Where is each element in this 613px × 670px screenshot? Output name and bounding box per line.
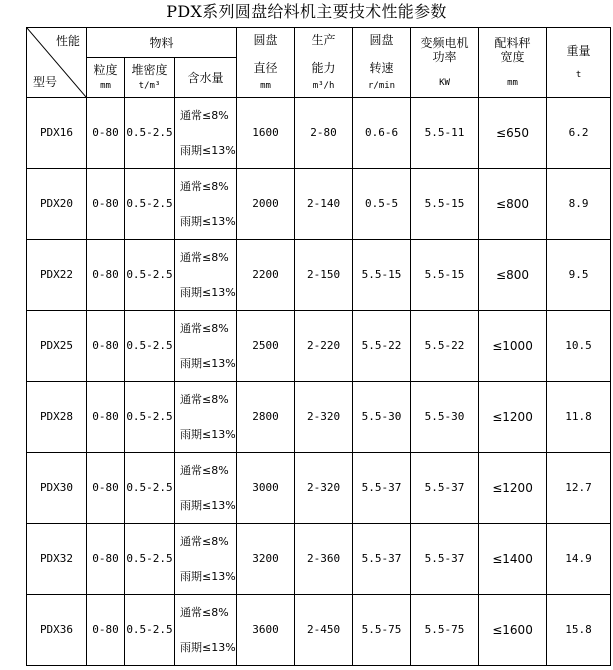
- water-cell: [175, 382, 237, 453]
- power-cell: 5.5-75: [411, 595, 479, 666]
- water-normal: 通常≤8%: [180, 109, 229, 122]
- material-header: 物料: [87, 28, 237, 58]
- water-normal: 通常≤8%: [180, 535, 229, 548]
- weight-cell: 14.9: [547, 524, 611, 595]
- power-cell: 5.5-11: [411, 98, 479, 169]
- grain-cell: 0-80: [87, 524, 125, 595]
- diameter-cell: 2800: [237, 382, 295, 453]
- grain-cell: 0-80: [87, 382, 125, 453]
- page-title: PDX系列圆盘给料机主要技术性能参数: [166, 2, 447, 21]
- scale-l1: 配料秤: [494, 35, 531, 50]
- table-row: [27, 98, 611, 169]
- water-content-header: 含水量: [175, 58, 237, 98]
- capacity-cell: 2-320: [295, 453, 353, 524]
- scale-unit: mm: [507, 77, 518, 88]
- water-normal: 通常≤8%: [180, 322, 229, 335]
- speed-cell: 5.5-37: [353, 524, 411, 595]
- model-cell: PDX32: [27, 524, 87, 595]
- weight-cell: 9.5: [547, 240, 611, 311]
- water-rain: 雨期≤13%: [180, 286, 236, 299]
- speed-l2: 转速: [369, 60, 394, 75]
- weight-unit: t: [575, 69, 582, 80]
- corner-top-label: 性能: [55, 34, 80, 48]
- water-normal: 通常≤8%: [180, 393, 229, 406]
- speed-cell: 0.6-6: [353, 98, 411, 169]
- density-cell: 0.5-2.5: [125, 240, 175, 311]
- motor-l2: 功率: [432, 49, 457, 64]
- density-cell: 0.5-2.5: [125, 524, 175, 595]
- weight-label: 重量: [566, 43, 591, 58]
- water-rain: 雨期≤13%: [180, 215, 236, 228]
- motor-unit: KW: [439, 77, 450, 88]
- scale-cell: ≤1400: [479, 524, 547, 595]
- corner-header: [27, 28, 87, 98]
- speed-cell: 5.5-22: [353, 311, 411, 382]
- grain-cell: 0-80: [87, 169, 125, 240]
- table-row: [27, 169, 611, 240]
- spec-table: [26, 27, 611, 666]
- water-normal: 通常≤8%: [180, 464, 229, 477]
- density-cell: 0.5-2.5: [125, 311, 175, 382]
- capacity-l2: 能力: [311, 60, 336, 75]
- model-cell: PDX28: [27, 382, 87, 453]
- water-rain: 雨期≤13%: [180, 357, 236, 370]
- speed-cell: 0.5-5: [353, 169, 411, 240]
- speed-cell: 5.5-15: [353, 240, 411, 311]
- speed-cell: 5.5-30: [353, 382, 411, 453]
- disc-diameter-header: [237, 28, 295, 98]
- water-cell: [175, 453, 237, 524]
- grain-cell: 0-80: [87, 240, 125, 311]
- scale-cell: ≤1200: [479, 382, 547, 453]
- table-row: [27, 382, 611, 453]
- water-normal: 通常≤8%: [180, 606, 229, 619]
- grain-size-label: 粒度: [93, 62, 118, 77]
- diameter-cell: 1600: [237, 98, 295, 169]
- water-cell: [175, 98, 237, 169]
- water-cell: [175, 169, 237, 240]
- power-cell: 5.5-15: [411, 240, 479, 311]
- capacity-unit: m³/h: [312, 80, 335, 91]
- scale-cell: ≤1200: [479, 453, 547, 524]
- capacity-cell: 2-150: [295, 240, 353, 311]
- water-rain: 雨期≤13%: [180, 570, 236, 583]
- table-row: [27, 595, 611, 666]
- model-cell: PDX16: [27, 98, 87, 169]
- model-cell: PDX22: [27, 240, 87, 311]
- model-cell: PDX36: [27, 595, 87, 666]
- disc-diameter-l1: 圆盘: [253, 32, 278, 47]
- model-cell: PDX30: [27, 453, 87, 524]
- diameter-cell: 2200: [237, 240, 295, 311]
- disc-diameter-l2: 直径: [253, 60, 278, 75]
- capacity-l1: 生产: [311, 32, 336, 47]
- capacity-cell: 2-220: [295, 311, 353, 382]
- water-rain: 雨期≤13%: [180, 641, 236, 654]
- capacity-cell: 2-360: [295, 524, 353, 595]
- diameter-cell: 3000: [237, 453, 295, 524]
- weight-cell: 12.7: [547, 453, 611, 524]
- speed-cell: 5.5-37: [353, 453, 411, 524]
- scale-l2: 宽度: [500, 49, 525, 64]
- water-cell: [175, 595, 237, 666]
- model-cell: PDX25: [27, 311, 87, 382]
- diameter-cell: 2000: [237, 169, 295, 240]
- scale-width-header: [479, 28, 547, 98]
- speed-l1: 圆盘: [369, 32, 394, 47]
- weight-cell: 10.5: [547, 311, 611, 382]
- capacity-cell: 2-450: [295, 595, 353, 666]
- water-normal: 通常≤8%: [180, 180, 229, 193]
- water-cell: [175, 311, 237, 382]
- weight-cell: 11.8: [547, 382, 611, 453]
- motor-power-header: [411, 28, 479, 98]
- capacity-cell: 2-80: [295, 98, 353, 169]
- grain-size-unit: mm: [100, 80, 111, 91]
- model-cell: PDX20: [27, 169, 87, 240]
- power-cell: 5.5-30: [411, 382, 479, 453]
- table-row: [27, 311, 611, 382]
- power-cell: 5.5-37: [411, 524, 479, 595]
- diameter-cell: 2500: [237, 311, 295, 382]
- bulk-density-header: [125, 58, 175, 98]
- corner-bottom-label: 型号: [33, 75, 58, 89]
- power-cell: 5.5-22: [411, 311, 479, 382]
- grain-cell: 0-80: [87, 311, 125, 382]
- density-cell: 0.5-2.5: [125, 382, 175, 453]
- weight-header: [547, 28, 611, 98]
- table-row: [27, 453, 611, 524]
- scale-cell: ≤1600: [479, 595, 547, 666]
- grain-cell: 0-80: [87, 595, 125, 666]
- speed-unit: r/min: [367, 80, 396, 91]
- density-cell: 0.5-2.5: [125, 98, 175, 169]
- water-rain: 雨期≤13%: [180, 144, 236, 157]
- header-row-top: [27, 28, 611, 58]
- power-cell: 5.5-15: [411, 169, 479, 240]
- capacity-cell: 2-140: [295, 169, 353, 240]
- diameter-cell: 3200: [237, 524, 295, 595]
- table-row: [27, 524, 611, 595]
- grain-cell: 0-80: [87, 98, 125, 169]
- bulk-density-label: 堆密度: [131, 62, 168, 77]
- water-cell: [175, 240, 237, 311]
- density-cell: 0.5-2.5: [125, 169, 175, 240]
- scale-cell: ≤800: [479, 169, 547, 240]
- capacity-header: [295, 28, 353, 98]
- density-cell: 0.5-2.5: [125, 453, 175, 524]
- power-cell: 5.5-37: [411, 453, 479, 524]
- grain-cell: 0-80: [87, 453, 125, 524]
- water-rain: 雨期≤13%: [180, 499, 236, 512]
- weight-cell: 8.9: [547, 169, 611, 240]
- disc-diameter-unit: mm: [260, 80, 271, 91]
- scale-cell: ≤1000: [479, 311, 547, 382]
- scale-cell: ≤650: [479, 98, 547, 169]
- density-cell: 0.5-2.5: [125, 595, 175, 666]
- grain-size-header: [87, 58, 125, 98]
- water-normal: 通常≤8%: [180, 251, 229, 264]
- bulk-density-unit: t/m³: [138, 80, 161, 91]
- water-rain: 雨期≤13%: [180, 428, 236, 441]
- diameter-cell: 3600: [237, 595, 295, 666]
- scale-cell: ≤800: [479, 240, 547, 311]
- speed-header: [353, 28, 411, 98]
- speed-cell: 5.5-75: [353, 595, 411, 666]
- table-row: [27, 240, 611, 311]
- weight-cell: 15.8: [547, 595, 611, 666]
- weight-cell: 6.2: [547, 98, 611, 169]
- capacity-cell: 2-320: [295, 382, 353, 453]
- water-cell: [175, 524, 237, 595]
- motor-l1: 变频电机: [420, 35, 469, 50]
